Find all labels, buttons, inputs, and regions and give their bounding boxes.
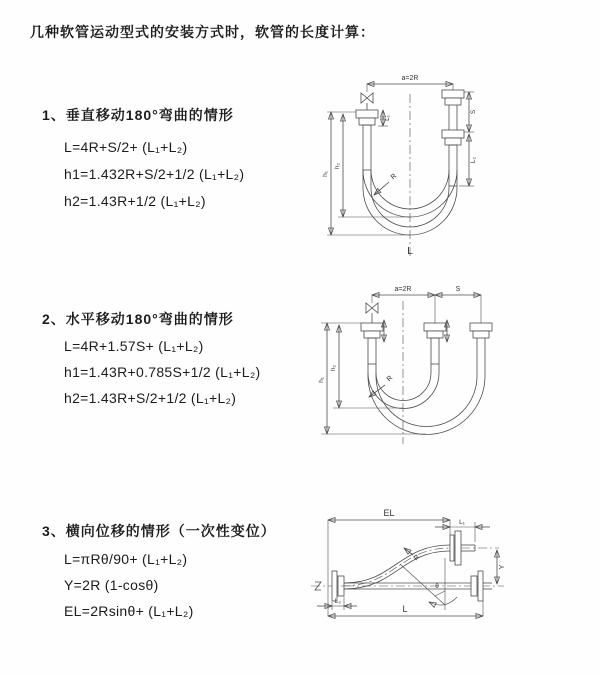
radius-label: R <box>389 172 399 182</box>
dim-s <box>435 286 481 323</box>
middle-pipe <box>424 323 446 373</box>
dim-label-y: Y <box>499 564 506 570</box>
left-pipe <box>356 110 378 188</box>
section-3-formula-l: L=πRθ/90+ (L₁+L₂) <box>64 551 188 567</box>
section-2-heading: 2、水平移动180°弯曲的情形 <box>42 311 234 327</box>
displaced-pipe <box>470 323 492 376</box>
dim-h2 <box>334 114 410 217</box>
dim-label-l: L <box>402 604 408 614</box>
dim-l2 <box>317 597 357 610</box>
section-3-formula-y: Y=2R (1-cosθ) <box>64 577 159 593</box>
dim-label-a2r: a=2R <box>401 75 419 82</box>
angle-label: θ <box>435 583 439 590</box>
page-title: 几种软管运动型式的安装方式时，软管的长度计算： <box>30 24 375 40</box>
diagram-lateral-displacement <box>299 498 599 653</box>
section-3-heading: 3、横向位移的情形（一次性变位） <box>42 523 276 539</box>
section-3-formula-el: EL=2Rsinθ+ (L₁+L₂) <box>64 603 194 619</box>
dim-a2r <box>372 286 435 295</box>
dim-label-s: S <box>470 109 477 115</box>
hose-u-bend <box>368 373 485 435</box>
dim-s <box>464 92 477 132</box>
section-1-formula-l: L=4R+S/2+ (L₁+L₂) <box>64 139 188 155</box>
dim-h1 <box>318 323 426 434</box>
angle-construction <box>400 558 457 610</box>
radius-label: R <box>412 553 422 563</box>
dim-a2r <box>367 75 453 92</box>
dim-label-el: EL <box>383 508 395 518</box>
section-1-formula-h2: h2=1.43R+1/2 (L₁+L₂) <box>64 193 206 209</box>
section-2-formula-h1: h1=1.43R+0.785S+1/2 (L₁+L₂) <box>64 364 261 380</box>
dim-el <box>328 508 450 616</box>
section-1-formula-h1: h1=1.432R+S/2+1/2 (L₁+L₂) <box>64 166 245 182</box>
section-1-heading: 1、垂直移动180°弯曲的情形 <box>42 107 234 123</box>
left-pipe <box>361 323 383 376</box>
section-2-formula-h2: h2=1.43R+S/2+1/2 (L₁+L₂) <box>64 390 237 406</box>
dim-label-h2: h₂ <box>330 364 337 372</box>
dim-label-h2: h₂ <box>334 162 341 170</box>
dim-h1 <box>322 112 410 235</box>
length-label: L <box>407 246 413 257</box>
diagram-vertical-u-bend <box>311 66 593 262</box>
dim-l1 <box>435 519 490 542</box>
dim-l <box>328 601 483 616</box>
dim-label-l1: L₁ <box>459 519 465 526</box>
dim-label-h1: h₁ <box>318 377 325 383</box>
hose-s-curve <box>341 545 450 589</box>
dim-label-s: S <box>455 286 461 293</box>
right-pipe <box>442 90 464 188</box>
valve-icon <box>366 295 378 323</box>
dim-l2 <box>459 134 477 186</box>
label-radius <box>374 173 398 195</box>
dim-label-a2r: a=2R <box>394 286 412 293</box>
label-radius <box>404 548 421 562</box>
diagram-horizontal-u-bend <box>303 276 598 451</box>
dim-label-l2: L₂ <box>470 156 477 164</box>
dim-label-l2: L₂ <box>334 598 342 605</box>
dim-label-l1: L₁ <box>384 115 391 121</box>
valve-icon <box>361 93 373 110</box>
dim-l1 <box>378 110 391 126</box>
dim-y <box>497 550 506 584</box>
label-radius <box>369 375 394 397</box>
dim-label-h1: h₁ <box>322 171 329 177</box>
radius-label: R <box>385 374 395 384</box>
section-2-formula-l: L=4R+1.57S+ (L₁+L₂) <box>64 338 204 354</box>
